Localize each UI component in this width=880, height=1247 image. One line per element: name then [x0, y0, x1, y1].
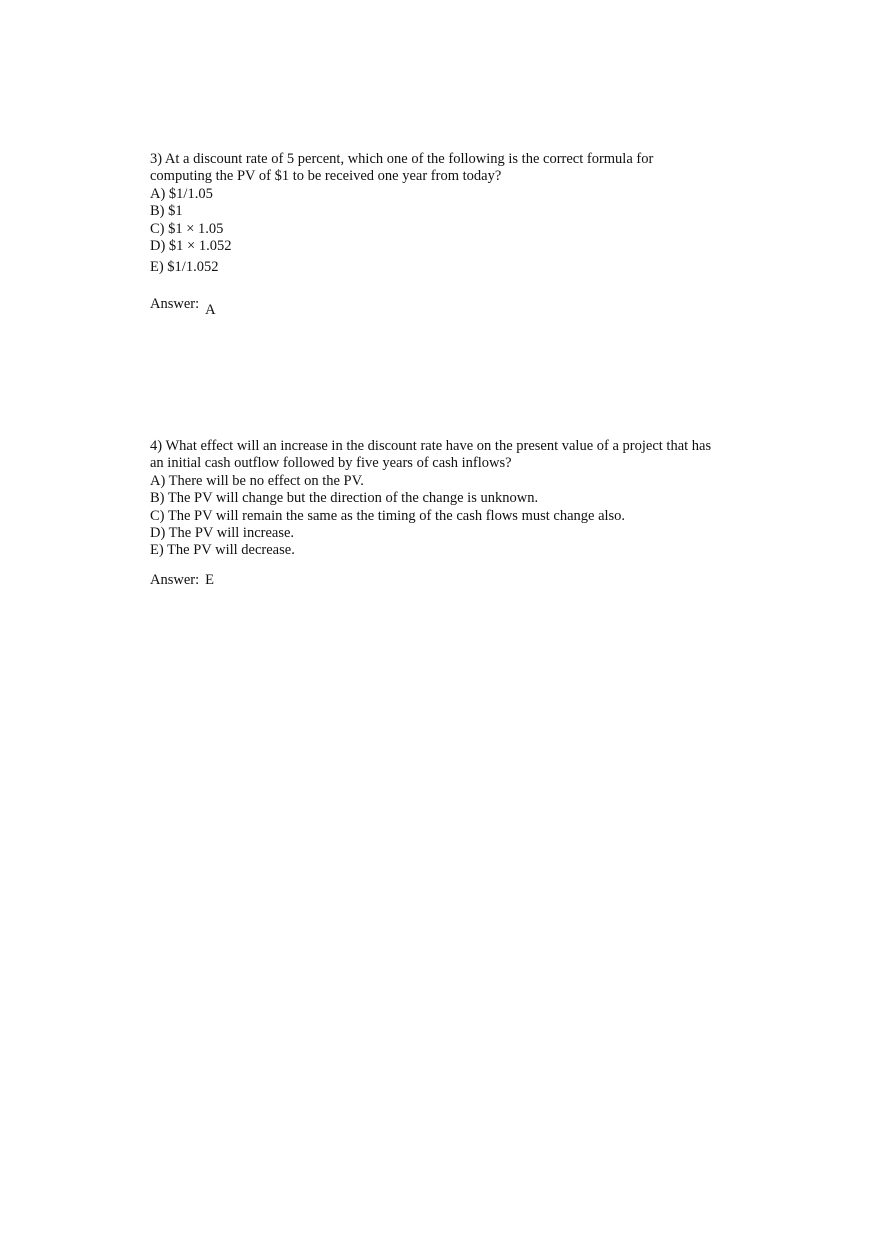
answer-line [150, 572, 750, 589]
question-stem [150, 438, 750, 473]
option-a: A) $1/1.05 [150, 185, 213, 202]
option-e: E) $1/1.052 [150, 259, 219, 276]
question-stem [150, 151, 750, 186]
option-d: D) The PV will increase. [150, 525, 295, 542]
question-stem-line: 4) What effect will an increase in the discount rate have on the present value of a project that has [150, 438, 712, 454]
option-b: B) The PV will change but the direction of the change is unknown. [150, 490, 539, 507]
option-c: C) $1 × 1.05 [150, 220, 224, 237]
option-a: A) There will be no effect on the PV. [150, 472, 364, 489]
option-e: E) The PV will decrease. [150, 542, 295, 559]
option-d: D) $1 × 1.052 [150, 238, 232, 255]
question-4 [150, 438, 750, 589]
answer-label: Answer: [150, 295, 200, 312]
question-stem-line: an initial cash outflow followed by five years of cash inflows? [150, 455, 512, 472]
answer-value: E [205, 571, 214, 588]
answer-value: A [205, 301, 216, 318]
question-stem-line: 3) At a discount rate of 5 percent, which one of the following is the correct formula for [150, 151, 654, 167]
question-3 [150, 151, 750, 318]
answer-options [150, 186, 750, 277]
option-b: B) $1 [150, 203, 183, 220]
answer-options [150, 473, 750, 560]
answer-label: Answer: [150, 571, 200, 588]
question-stem-line: computing the PV of $1 to be received one year from today? [150, 168, 502, 185]
answer-line [150, 295, 750, 318]
option-c: C) The PV will remain the same as the timing of the cash flows must change also. [150, 507, 626, 524]
